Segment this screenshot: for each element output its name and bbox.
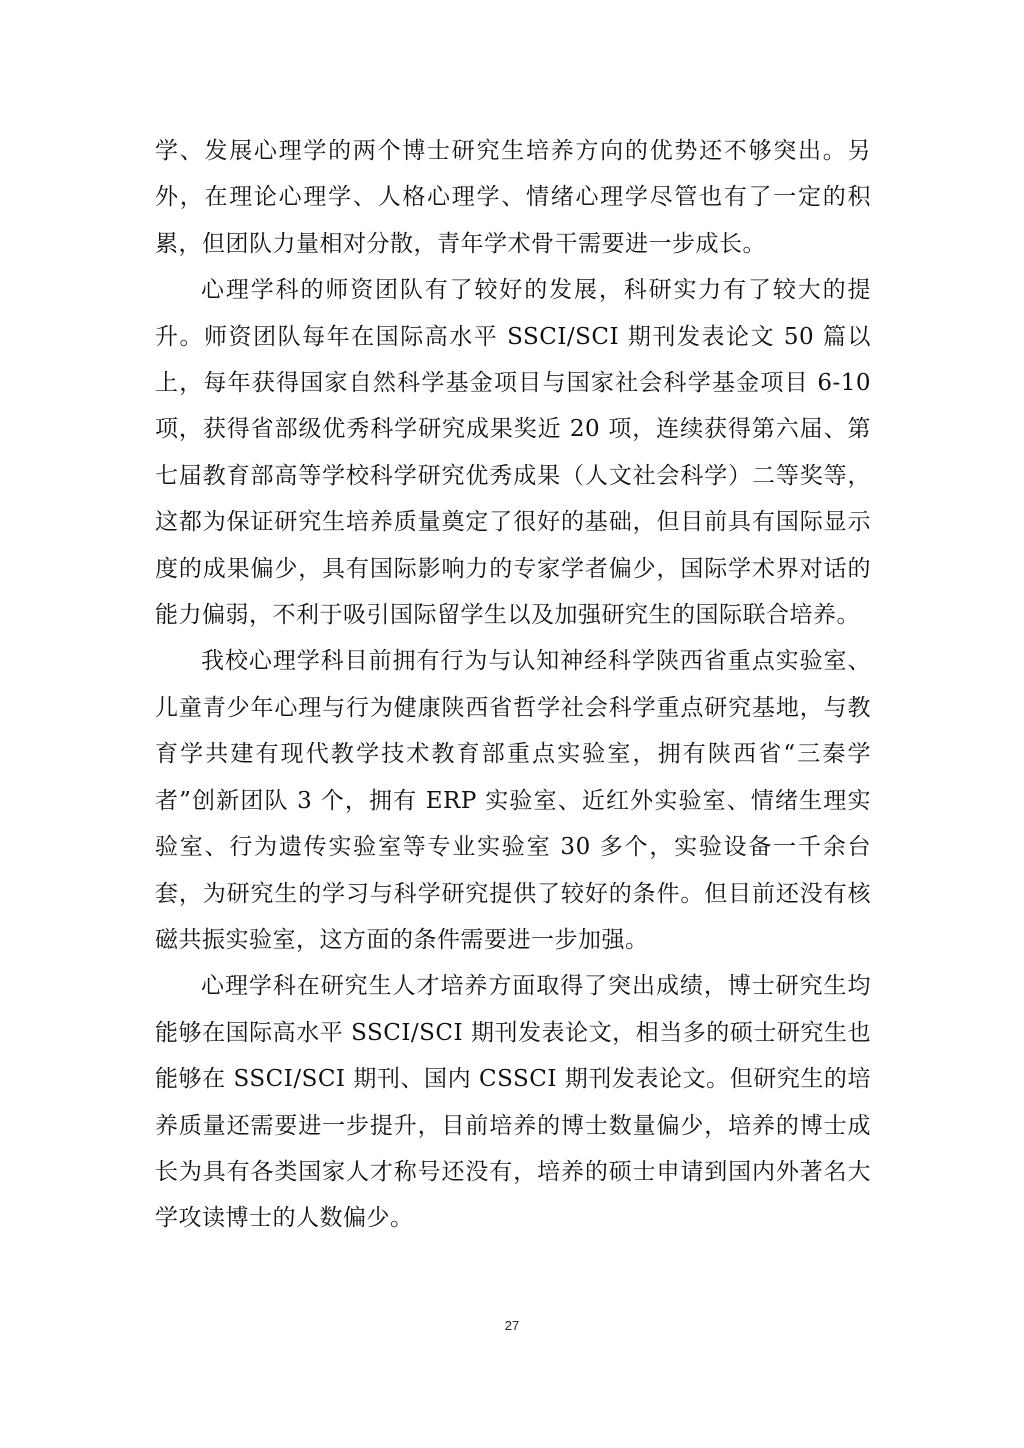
body-text [155, 128, 871, 1242]
page-number: 27 [504, 1318, 520, 1333]
paragraph-continued: 学、发展心理学的两个博士研究生培养方向的优势还不够突出。另外，在理论心理学、人格心理学、情绪心理学尽管也有了一定的积累，但团队力量相对分散，青年学术骨干需要进一步成长。 [155, 138, 871, 257]
paragraph-graduate-training: 心理学科在研究生人才培养方面取得了突出成绩，博士研究生均能够在国际高水平 SSCI/SCI 期刊发表论文，相当多的硕士研究生也能够在 SSCI/SCI 期刊、国内 CSSCI 期刊发表论文。但研究生的培养质量还需要进一步提升，目前培养的博士数量偏少，培养的博士成长为具有各类国家人才称号还没有，培养的硕士申请到国内外著名大学攻读博士的人数偏少。 [155, 973, 871, 1232]
paragraph-faculty-research: 心理学科的师资团队有了较好的发展，科研实力有了较大的提升。师资团队每年在国际高水平 SSCI/SCI 期刊发表论文 50 篇以上，每年获得国家自然科学基金项目与国家社会科学基金项目 6-10 项，获得省部级优秀科学研究成果奖近 20 项，连续获得第六届、第七届教育部高等学校科学研究优秀成果（人文社会科学）二等奖等，这都为保证研究生培养质量奠定了很好的基础，但目前具有国际显示度的成果偏少，具有国际影响力的专家学者偏少，国际学术界对话的能力偏弱，不利于吸引国际留学生以及加强研究生的国际联合培养。 [155, 277, 871, 629]
paragraph-laboratories: 我校心理学科目前拥有行为与认知神经科学陕西省重点实验室、儿童青少年心理与行为健康陕西省哲学社会科学重点研究基地，与教育学共建有现代教学技术教育部重点实验室，拥有陕西省“三秦学者”创新团队 3 个，拥有 ERP 实验室、近红外实验室、情绪生理实验室、行为遗传实验室等专业实验室 30 多个，实验设备一千余台套，为研究生的学习与科学研究提供了较好的条件。但目前还没有核磁共振实验室，这方面的条件需要进一步加强。 [155, 648, 871, 953]
